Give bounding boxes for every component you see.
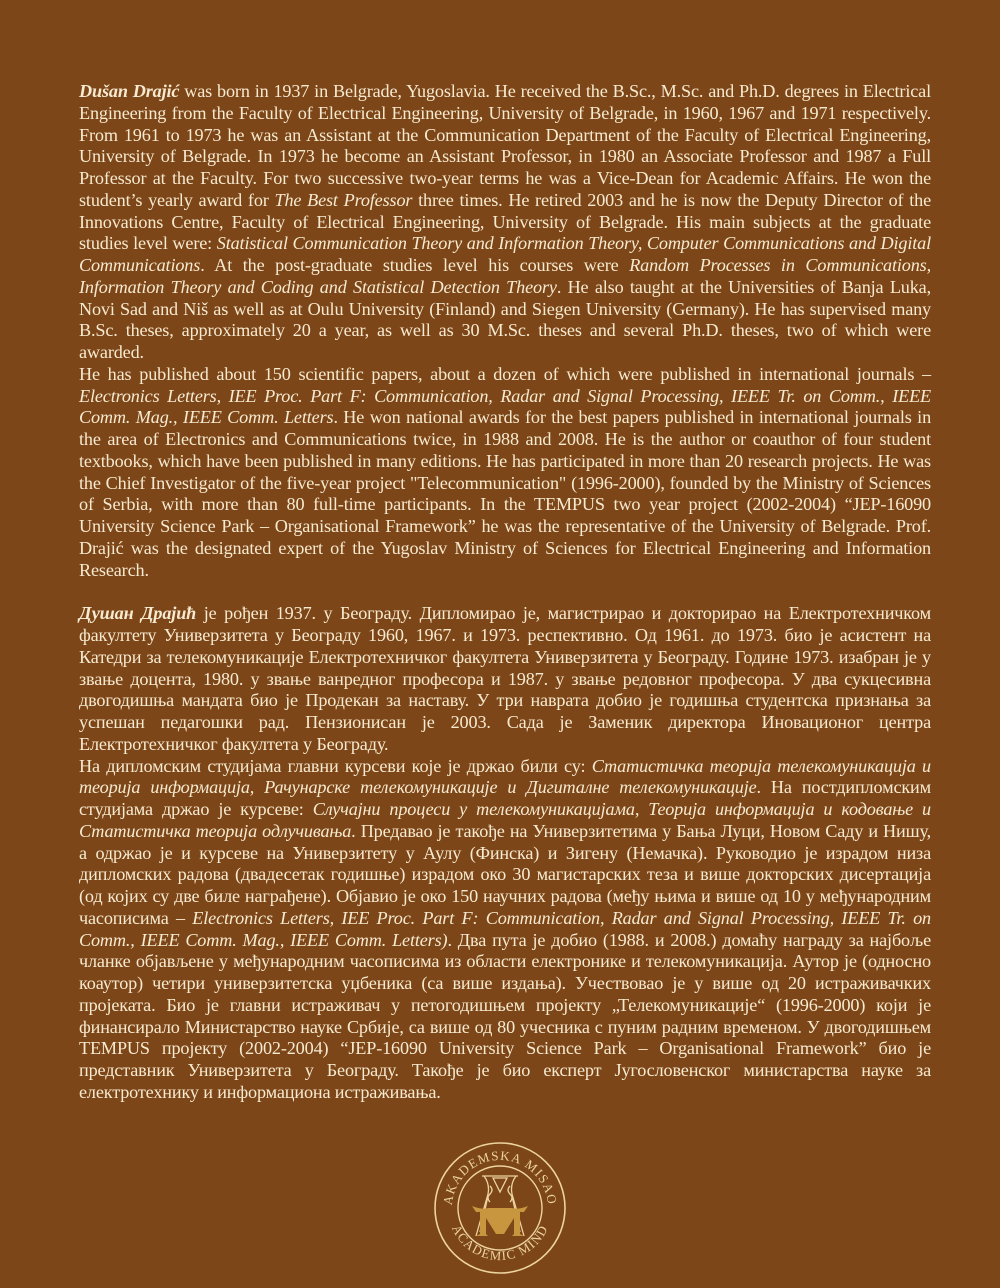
text-run: He has published about 150 scientific papers, about a dozen of which were published in international journals – (79, 363, 931, 384)
author-bio-english (79, 81, 931, 581)
academic-mind-seal-icon (432, 1140, 568, 1276)
text-run: . Два пута је добио (1988. и 2008.) домаћу награду за најбоље чланке објављене у међународним часописима из области електронике и телекомуникација. Аутор је (односно коаутор) четири универзитетска уџбеника (са више издања). Учествовао је у више од 20 истраживачких пројеката. Био је главни истраживач у петогодишњем пројекту „Телекомуникације“ (1996-2000) који је финансирало Министарство науке Србије, са више од 80 учесника с пуним радним временом. У двогодишњем TEMPUS пројекту (2002-2004) “JEP-16090 University Science Park – Organisational Framework” био је представник Универзитета у Београду. Такође је био експерт Југословенског министарства науке за електротехнику и информациона истраживања. (79, 929, 931, 1102)
bio-paragraph (79, 81, 931, 364)
seal-top-text: AKADEMSKA MISAO (439, 1147, 561, 1206)
text-run: was born in 1937 in Belgrade, Yugoslavia. He received the B.Sc., M.Sc. and Ph.D. degrees in Electrical Engineering from the Faculty of Electrical Engineering, University of Belgrade, in 1960, 1967 and 1971 respectively. From 1961 to 1973 he was an Assistant at the Communication Department of the Faculty of Electrical Engineering, University of Belgrade. In 1973 he become an Assistant Professor, in 1980 an Associate Professor and 1987 a Full Professor at the Faculty. For two successive two-year terms he was a Vice-Dean for Academic Affairs. He won the student’s yearly award for (79, 81, 931, 210)
author-name: Dušan Drajić (79, 81, 180, 101)
back-cover-content (79, 81, 931, 1104)
emphasized-text: Statistical Communication Theory and Information Theory, Computer Communications and Digital Communications (79, 233, 931, 275)
text-run: На дипломским студијама главни курсеви које је држао били су: (79, 755, 592, 776)
emphasized-text: Random Processes in Communications, Information Theory and Coding and Statistical Detection Theory (79, 255, 931, 297)
author-name: Душан Драјић (79, 603, 197, 624)
text-run: . Предавао је такође на Универзитетима у Бања Луци, Новом Саду и Нишу, а одржао је и курсеве на Универзитету у Аулу (Финска) и Зигену (Немачка). Руководио је израдом низа дипломских радова (двадесетак годишње) израдом око 30 магистарских теза и више докторских дисертација (од којих су две биле награђене). Објавио је око 150 научних радова (међу њима и више од 10 у међународним часописима – (79, 820, 931, 928)
text-run: . He also taught at the Universities of Banja Luka, Novi Sad and Niš as well as at Oulu University (Finland) and Siegen University (Germany). He has supervised many B.Sc. theses, approximately 20 a year, as well as 30 M.Sc. theses and several Ph.D. theses, two of which were awarded. (79, 276, 932, 362)
bio-paragraph (79, 364, 931, 582)
gold-m-monogram (472, 1206, 528, 1236)
seal-bottom-text: ACADEMIC MIND (448, 1222, 552, 1264)
text-run: . На постдипломским студијама држао је курсеве: (79, 777, 931, 819)
text-run: . He won national awards for the best papers published in international journals in the area of Electronics and Communications twice, in 1988 and 2008. He is the author or coauthor of four student textbooks, which have been published in many editions. He has participated in more than 20 research projects. He was the Chief Investigator of the five-year project "Telecommunication" (1996-2000), founded by the Ministry of Sciences of Serbia, with more than 80 full-time participants. In the TEMPUS two year project (2002-2004) “JEP-16090 University Science Park – Organisational Framework” he was the representative of the University of Belgrade. Prof. Drajić was the designated expert of the Yugoslav Ministry of Sciences for Electrical Engineering and Information Research. (79, 407, 932, 580)
bio-paragraph (79, 756, 931, 1104)
emphasized-text: The Best Professor (274, 189, 413, 210)
bio-paragraph (79, 603, 931, 755)
emphasized-text: Electronics Letters, IEE Proc. Part F: Communication, Radar and Signal Processing, IEEE Tr. on Comm., IEEE Comm. Mag., IEEE Comm. Letters (79, 385, 931, 428)
emphasized-text: Случајни процеси у телекомуникацијама, Теорија информација и кодовање и Статистичка теорија одлучивања (79, 799, 931, 841)
text-run: . At the post-graduate studies level his courses were (200, 255, 630, 275)
emphasized-text: Статистичка теорија телекомуникација и теорија информација, Рачунарске телекомуникације и Дигиталне телекомуникације (79, 755, 931, 798)
text-run: three times. He retired 2003 and he is now the Deputy Director of the Innovations Centre, Faculty of Electrical Engineering, University of Belgrade. His main subjects at the graduate studies level were: (79, 189, 931, 254)
emphasized-text: Electronics Letters, IEE Proc. Part F: Communication, Radar and Signal Processing, IEEE Tr. on Comm., IEEE Comm. Mag., IEEE Comm. Letters) (79, 907, 931, 950)
author-bio-serbian (79, 603, 931, 1103)
publisher-logo (432, 1140, 568, 1276)
text-run: је рођен 1937. у Београду. Дипломирао је, магистрирао и докторирао на Електротехничком факултету Универзитета у Београду 1960, 1967. и 1973. респективно. Од 1961. до 1973. био је асистент на Катедри за телекомуникације Електротехничког факултета Универзитета у Београду. Године 1973. изабран је у звање доцента, 1980. у звање ванредног професора и 1987. у звање редовног професора. У два сукцесивна двогодишња мандата био је Продекан за наставу. У три наврата добио је годишња студентска признања за успешан педагошки рад. Пензионисан је 2003. Сада је Заменик директора Иновационог центра Електротехничког факултета у Београду. (79, 603, 931, 754)
